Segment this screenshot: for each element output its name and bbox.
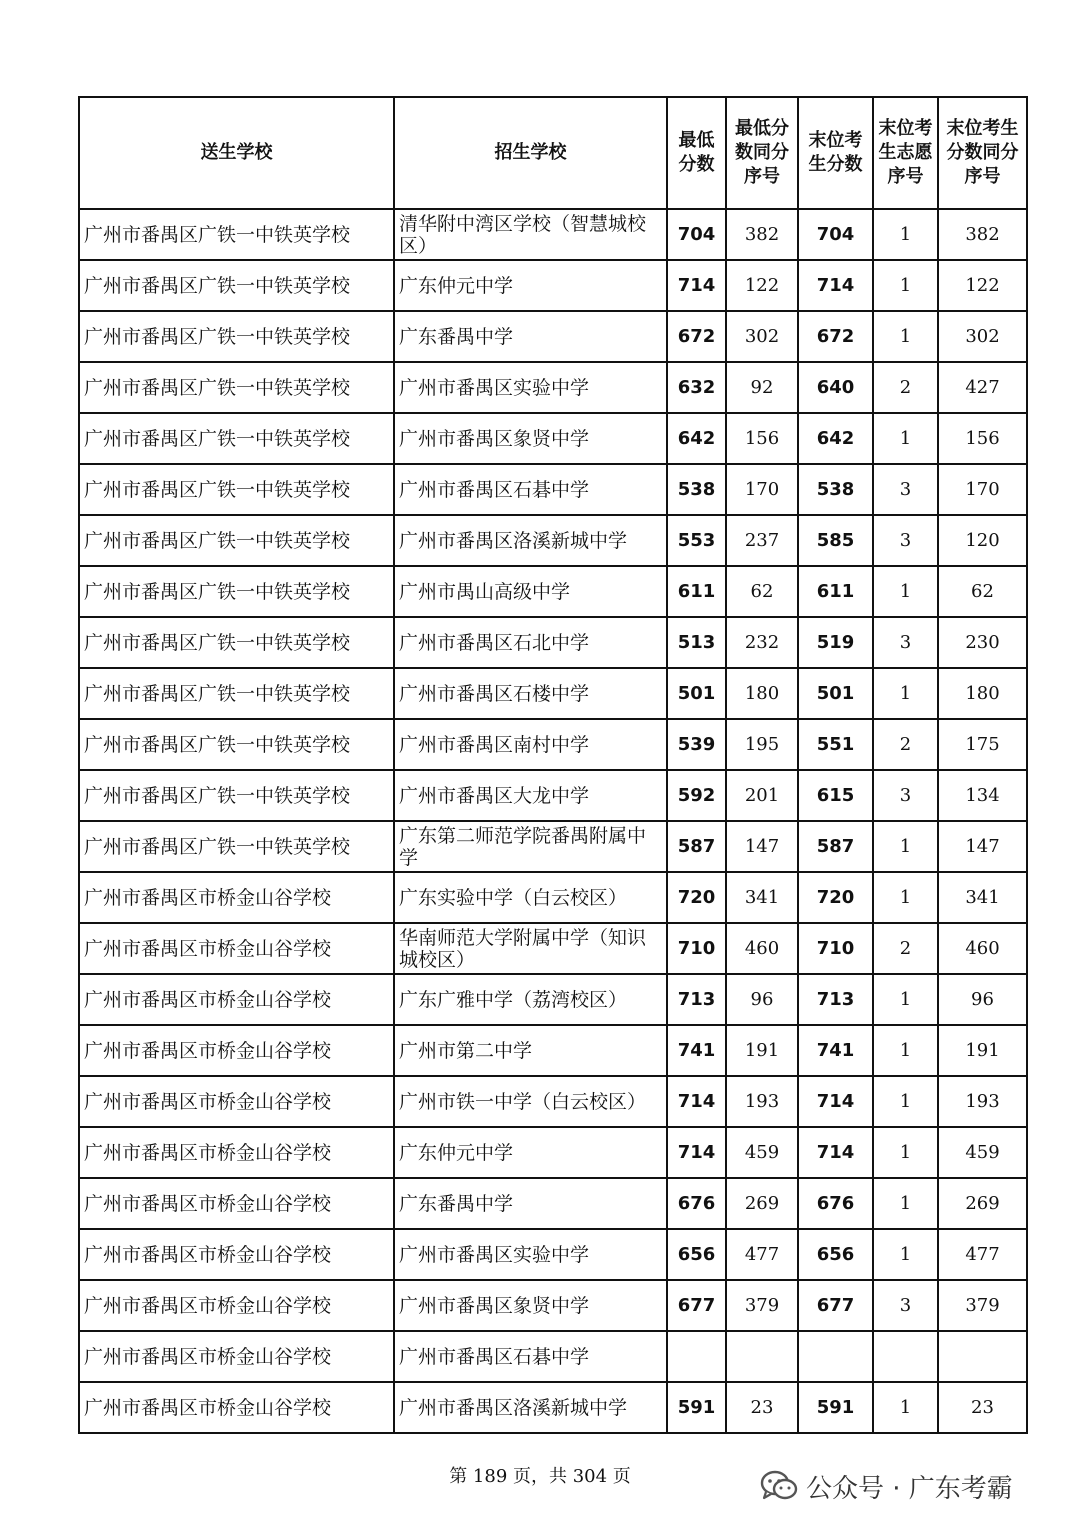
- sender-school-cell: 广州市番禺区广铁一中铁英学校: [79, 770, 394, 821]
- watermark-text: 公众号 · 广东考霸: [806, 1473, 1013, 1504]
- sender-school-cell: 广州市番禺区广铁一中铁英学校: [79, 260, 394, 311]
- last-score-seq-cell: 122: [938, 260, 1027, 311]
- min-score-seq-cell: 180: [726, 668, 798, 719]
- min-score-seq-cell: 477: [726, 1229, 798, 1280]
- last-score-cell: 714: [798, 1076, 873, 1127]
- sender-school-cell: 广州市番禺区广铁一中铁英学校: [79, 668, 394, 719]
- admitting-school-cell: 广州市第二中学: [394, 1025, 667, 1076]
- admitting-school-cell: 广州市禺山高级中学: [394, 566, 667, 617]
- min-score-cell: 513: [667, 617, 726, 668]
- last-score-seq-cell: 477: [938, 1229, 1027, 1280]
- min-score-seq-cell: 302: [726, 311, 798, 362]
- min-score-seq-cell: 193: [726, 1076, 798, 1127]
- admitting-school-cell: 广东仲元中学: [394, 260, 667, 311]
- min-score-seq-cell: 341: [726, 872, 798, 923]
- min-score-seq-cell: 170: [726, 464, 798, 515]
- min-score-cell: 704: [667, 209, 726, 260]
- admitting-school-cell: 广州市铁一中学（白云校区）: [394, 1076, 667, 1127]
- min-score-seq-cell: 459: [726, 1127, 798, 1178]
- last-score-cell: 585: [798, 515, 873, 566]
- table-row: [79, 515, 1027, 566]
- min-score-cell: 539: [667, 719, 726, 770]
- last-score-cell: 656: [798, 1229, 873, 1280]
- last-wish-cell: 1: [873, 1025, 938, 1076]
- admitting-school-cell: 广州市番禺区石楼中学: [394, 668, 667, 719]
- last-score-seq-cell: 170: [938, 464, 1027, 515]
- last-score-seq-cell: 180: [938, 668, 1027, 719]
- sender-school-cell: 广州市番禺区广铁一中铁英学校: [79, 821, 394, 872]
- last-wish-cell: 3: [873, 515, 938, 566]
- admitting-school-cell: 广州市番禺区大龙中学: [394, 770, 667, 821]
- min-score-cell: 714: [667, 1076, 726, 1127]
- last-score-cell: 519: [798, 617, 873, 668]
- table-row: [79, 362, 1027, 413]
- admitting-school-cell: 广东番禺中学: [394, 1178, 667, 1229]
- last-score-cell: 642: [798, 413, 873, 464]
- table-row: [79, 1025, 1027, 1076]
- min-score-seq-cell: 232: [726, 617, 798, 668]
- table-row: [79, 413, 1027, 464]
- admitting-school-cell: 广州市番禺区洛溪新城中学: [394, 515, 667, 566]
- min-score-seq-cell: 460: [726, 923, 798, 974]
- table-row: [79, 1178, 1027, 1229]
- min-score-seq-cell: 201: [726, 770, 798, 821]
- last-wish-cell: 3: [873, 770, 938, 821]
- last-score-seq-cell: 341: [938, 872, 1027, 923]
- last-score-cell: 672: [798, 311, 873, 362]
- table-row: [79, 770, 1027, 821]
- last-wish-cell: 1: [873, 1178, 938, 1229]
- last-score-seq-cell: [938, 1331, 1027, 1382]
- last-score-seq-cell: 156: [938, 413, 1027, 464]
- min-score-cell: 714: [667, 1127, 726, 1178]
- min-score-cell: 591: [667, 1382, 726, 1433]
- table-row: [79, 260, 1027, 311]
- sender-school-cell: 广州市番禺区市桥金山谷学校: [79, 1076, 394, 1127]
- last-score-seq-cell: 193: [938, 1076, 1027, 1127]
- last-score-cell: 713: [798, 974, 873, 1025]
- sender-school-cell: 广州市番禺区广铁一中铁英学校: [79, 209, 394, 260]
- sender-school-cell: 广州市番禺区市桥金山谷学校: [79, 1331, 394, 1382]
- table-row: [79, 1331, 1027, 1382]
- last-wish-cell: 2: [873, 362, 938, 413]
- header-sender-school: 送生学校: [79, 97, 394, 209]
- min-score-cell: 710: [667, 923, 726, 974]
- last-wish-cell: 1: [873, 311, 938, 362]
- admitting-school-cell: 广州市番禺区实验中学: [394, 362, 667, 413]
- min-score-cell: [667, 1331, 726, 1382]
- sender-school-cell: 广州市番禺区广铁一中铁英学校: [79, 515, 394, 566]
- min-score-seq-cell: 156: [726, 413, 798, 464]
- table-row: [79, 719, 1027, 770]
- table-row: [79, 821, 1027, 872]
- min-score-seq-cell: 92: [726, 362, 798, 413]
- last-score-cell: 676: [798, 1178, 873, 1229]
- sender-school-cell: 广州市番禺区广铁一中铁英学校: [79, 311, 394, 362]
- last-score-seq-cell: 269: [938, 1178, 1027, 1229]
- last-score-seq-cell: 427: [938, 362, 1027, 413]
- sender-school-cell: 广州市番禺区广铁一中铁英学校: [79, 617, 394, 668]
- admitting-school-cell: 华南师范大学附属中学（知识城校区）: [394, 923, 667, 974]
- sender-school-cell: 广州市番禺区市桥金山谷学校: [79, 1178, 394, 1229]
- last-score-cell: 501: [798, 668, 873, 719]
- last-wish-cell: 3: [873, 1280, 938, 1331]
- min-score-cell: 676: [667, 1178, 726, 1229]
- sender-school-cell: 广州市番禺区市桥金山谷学校: [79, 1127, 394, 1178]
- min-score-seq-cell: 62: [726, 566, 798, 617]
- admitting-school-cell: 清华附中湾区学校（智慧城校区）: [394, 209, 667, 260]
- sender-school-cell: 广州市番禺区广铁一中铁英学校: [79, 362, 394, 413]
- table-row: [79, 974, 1027, 1025]
- header-last-score: 末位考生分数: [798, 97, 873, 209]
- last-wish-cell: 1: [873, 821, 938, 872]
- header-min-score-seq: 最低分数同分序号: [726, 97, 798, 209]
- header-last-wish: 末位考生志愿序号: [873, 97, 938, 209]
- min-score-cell: 713: [667, 974, 726, 1025]
- min-score-seq-cell: 237: [726, 515, 798, 566]
- table-row: [79, 464, 1027, 515]
- header-admitting-school: 招生学校: [394, 97, 667, 209]
- last-wish-cell: 1: [873, 1127, 938, 1178]
- last-wish-cell: 1: [873, 1076, 938, 1127]
- min-score-seq-cell: 191: [726, 1025, 798, 1076]
- min-score-cell: 611: [667, 566, 726, 617]
- table-row: [79, 311, 1027, 362]
- last-wish-cell: 1: [873, 974, 938, 1025]
- min-score-cell: 672: [667, 311, 726, 362]
- last-wish-cell: 1: [873, 1229, 938, 1280]
- last-score-seq-cell: 120: [938, 515, 1027, 566]
- last-wish-cell: 2: [873, 923, 938, 974]
- last-score-cell: 611: [798, 566, 873, 617]
- min-score-cell: 587: [667, 821, 726, 872]
- sender-school-cell: 广州市番禺区广铁一中铁英学校: [79, 719, 394, 770]
- last-score-seq-cell: 191: [938, 1025, 1027, 1076]
- last-wish-cell: 1: [873, 209, 938, 260]
- min-score-seq-cell: 147: [726, 821, 798, 872]
- admitting-school-cell: 广东番禺中学: [394, 311, 667, 362]
- min-score-cell: 714: [667, 260, 726, 311]
- last-score-cell: 714: [798, 1127, 873, 1178]
- last-score-seq-cell: 382: [938, 209, 1027, 260]
- admitting-school-cell: 广东仲元中学: [394, 1127, 667, 1178]
- header-row: [79, 97, 1027, 209]
- admitting-school-cell: 广州市番禺区石碁中学: [394, 464, 667, 515]
- last-score-seq-cell: 23: [938, 1382, 1027, 1433]
- last-wish-cell: 3: [873, 464, 938, 515]
- last-score-cell: 710: [798, 923, 873, 974]
- header-last-score-seq: 末位考生分数同分序号: [938, 97, 1027, 209]
- sender-school-cell: 广州市番禺区市桥金山谷学校: [79, 1025, 394, 1076]
- sender-school-cell: 广州市番禺区市桥金山谷学校: [79, 923, 394, 974]
- last-score-seq-cell: 96: [938, 974, 1027, 1025]
- min-score-seq-cell: 195: [726, 719, 798, 770]
- min-score-cell: 592: [667, 770, 726, 821]
- min-score-seq-cell: 122: [726, 260, 798, 311]
- last-wish-cell: 2: [873, 719, 938, 770]
- admitting-school-cell: 广州市番禺区象贤中学: [394, 413, 667, 464]
- last-score-seq-cell: 459: [938, 1127, 1027, 1178]
- last-wish-cell: 1: [873, 872, 938, 923]
- admitting-school-cell: 广州市番禺区实验中学: [394, 1229, 667, 1280]
- admitting-school-cell: 广州市番禺区石北中学: [394, 617, 667, 668]
- table-row: [79, 668, 1027, 719]
- sender-school-cell: 广州市番禺区市桥金山谷学校: [79, 1382, 394, 1433]
- last-score-cell: 704: [798, 209, 873, 260]
- min-score-cell: 632: [667, 362, 726, 413]
- admitting-school-cell: 广州市番禺区象贤中学: [394, 1280, 667, 1331]
- last-score-seq-cell: 302: [938, 311, 1027, 362]
- min-score-cell: 720: [667, 872, 726, 923]
- last-score-seq-cell: 379: [938, 1280, 1027, 1331]
- table-row: [79, 923, 1027, 974]
- last-score-seq-cell: 147: [938, 821, 1027, 872]
- table-row: [79, 617, 1027, 668]
- min-score-cell: 642: [667, 413, 726, 464]
- header-min-score: 最低分数: [667, 97, 726, 209]
- table-body: [79, 209, 1027, 1433]
- min-score-seq-cell: 96: [726, 974, 798, 1025]
- last-wish-cell: 1: [873, 668, 938, 719]
- last-score-cell: 677: [798, 1280, 873, 1331]
- last-wish-cell: 1: [873, 566, 938, 617]
- min-score-cell: 677: [667, 1280, 726, 1331]
- last-score-seq-cell: 134: [938, 770, 1027, 821]
- last-score-cell: 551: [798, 719, 873, 770]
- table-row: [79, 1382, 1027, 1433]
- page-number: 第 189 页，共 304 页: [449, 1466, 631, 1487]
- min-score-seq-cell: 269: [726, 1178, 798, 1229]
- table-row: [79, 1280, 1027, 1331]
- last-wish-cell: [873, 1331, 938, 1382]
- watermark: [760, 1468, 1013, 1504]
- admitting-school-cell: 广州市番禺区南村中学: [394, 719, 667, 770]
- table-row: [79, 872, 1027, 923]
- min-score-seq-cell: 382: [726, 209, 798, 260]
- sender-school-cell: 广州市番禺区市桥金山谷学校: [79, 872, 394, 923]
- min-score-cell: 741: [667, 1025, 726, 1076]
- last-score-cell: 615: [798, 770, 873, 821]
- last-wish-cell: 3: [873, 617, 938, 668]
- admission-table: [78, 96, 1028, 1434]
- last-score-seq-cell: 175: [938, 719, 1027, 770]
- admitting-school-cell: 广东第二师范学院番禺附属中学: [394, 821, 667, 872]
- admitting-school-cell: 广东实验中学（白云校区）: [394, 872, 667, 923]
- min-score-cell: 553: [667, 515, 726, 566]
- last-score-cell: 741: [798, 1025, 873, 1076]
- table-row: [79, 566, 1027, 617]
- min-score-cell: 501: [667, 668, 726, 719]
- sender-school-cell: 广州市番禺区市桥金山谷学校: [79, 974, 394, 1025]
- last-score-cell: 538: [798, 464, 873, 515]
- last-score-cell: 640: [798, 362, 873, 413]
- sender-school-cell: 广州市番禺区广铁一中铁英学校: [79, 566, 394, 617]
- last-score-cell: [798, 1331, 873, 1382]
- sender-school-cell: 广州市番禺区广铁一中铁英学校: [79, 464, 394, 515]
- min-score-seq-cell: 23: [726, 1382, 798, 1433]
- min-score-cell: 538: [667, 464, 726, 515]
- last-score-seq-cell: 460: [938, 923, 1027, 974]
- last-score-cell: 587: [798, 821, 873, 872]
- last-wish-cell: 1: [873, 260, 938, 311]
- admitting-school-cell: 广州市番禺区洛溪新城中学: [394, 1382, 667, 1433]
- admitting-school-cell: 广东广雅中学（荔湾校区）: [394, 974, 667, 1025]
- sender-school-cell: 广州市番禺区广铁一中铁英学校: [79, 413, 394, 464]
- last-score-seq-cell: 230: [938, 617, 1027, 668]
- last-score-cell: 720: [798, 872, 873, 923]
- table-row: [79, 1076, 1027, 1127]
- last-wish-cell: 1: [873, 1382, 938, 1433]
- table-row: [79, 1229, 1027, 1280]
- last-score-cell: 714: [798, 260, 873, 311]
- last-wish-cell: 1: [873, 413, 938, 464]
- min-score-cell: 656: [667, 1229, 726, 1280]
- last-score-cell: 591: [798, 1382, 873, 1433]
- wechat-icon: [760, 1469, 798, 1503]
- sender-school-cell: 广州市番禺区市桥金山谷学校: [79, 1280, 394, 1331]
- table-row: [79, 209, 1027, 260]
- last-score-seq-cell: 62: [938, 566, 1027, 617]
- admitting-school-cell: 广州市番禺区石碁中学: [394, 1331, 667, 1382]
- min-score-seq-cell: 379: [726, 1280, 798, 1331]
- table-row: [79, 1127, 1027, 1178]
- sender-school-cell: 广州市番禺区市桥金山谷学校: [79, 1229, 394, 1280]
- min-score-seq-cell: [726, 1331, 798, 1382]
